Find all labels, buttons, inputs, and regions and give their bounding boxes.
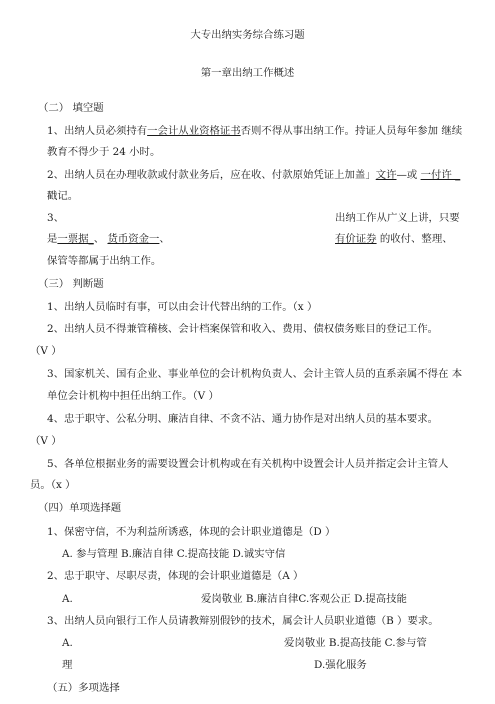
single-question-3-option-a: A.: [62, 637, 73, 649]
section-fill-heading: （二） 填空题: [38, 102, 104, 114]
fill-question-3-right: 出纳工作从广义上讲，只要: [335, 212, 460, 224]
fill-q3-answer-2: 货币资金一: [107, 233, 160, 245]
fill-question-2-cont: 戳记。: [47, 190, 79, 202]
judge-question-4: 4、忠于职守、公私分明、廉洁自律、不贪不沾、通力协作是对出纳人员的基本要求。: [47, 413, 439, 425]
fill-q3-text-b: 、: [93, 233, 105, 245]
judge-question-3-cont: 单位会计机构中担任出纳工作。（V ）: [47, 390, 219, 402]
section-multi-heading: （五）多项选择: [47, 682, 120, 694]
judge-question-5: 5、各单位根据业务的需要设置会计机构或在有关机构中设置会计人员并指定会计主管人: [47, 458, 449, 470]
judge-question-4-answer: （V ）: [30, 435, 62, 447]
judge-question-1: 1、出纳人员临时有事，可以由会计代替出纳的工作。（x ）: [47, 301, 318, 313]
fill-q3-answer-3: 有价证券: [335, 233, 377, 245]
section-judge-heading: （三） 判断题: [38, 278, 104, 290]
single-question-3-options: 爱岗敬业 B.提高技能 C.参与管: [284, 637, 427, 649]
single-question-1-options: A. 参与管理 B.廉洁自律 C.提高技能 D.诚实守信: [62, 548, 286, 560]
fill-q2-answer-2: 一付许 _: [420, 169, 461, 181]
fill-question-3-number: 3、: [47, 212, 65, 224]
single-question-2: 2、忠于职守、尽职尽责，体现的会计职业道德是（A ）: [47, 570, 304, 582]
section-single-heading: （四）单项选择题: [38, 502, 122, 514]
chapter-heading: 第一章出纳工作概述: [200, 67, 295, 79]
document-title: 大专出纳实务综合练习题: [190, 29, 305, 41]
fill-q3-text-a: 是: [47, 233, 58, 245]
single-question-3-option-c-cont: 理: [62, 659, 73, 671]
single-question-3: 3、出纳人员向银行工作人员请教辩别假钞的技术，属会计人员职业道德（B ）要求。: [47, 615, 439, 627]
fill-question-3-line-right: [335, 234, 453, 244]
fill-q3-text-d: 的收付、整理、: [379, 233, 453, 245]
judge-question-5-cont: 员。（x ）: [30, 479, 76, 491]
fill-question-1-cont: 教育不得少于 24 小时。: [47, 146, 161, 158]
fill-q3-text-c: 、: [159, 233, 170, 245]
fill-q2-answer-1: 文许: [375, 169, 397, 181]
single-question-1: 1、保密守信，不为利益所诱惑，体现的会计职业道德是（D ）: [47, 526, 336, 538]
fill-question-3-cont: 保管等都属于出纳工作。: [47, 255, 162, 267]
fill-q1-text-b: 否则不得从事出纳工作。持证人员每年参加 继续: [240, 125, 463, 137]
fill-q1-text-a: 1、出纳人员必须持有: [47, 125, 148, 137]
fill-q1-answer: 一会计从业资格证书: [147, 125, 241, 137]
fill-question-1: [47, 126, 462, 136]
single-question-2-options: 爱岗敬业 B.廉洁自律C.客观公正 D.提高技能: [201, 593, 407, 605]
single-question-3-option-d: D.强化服务: [314, 659, 367, 671]
fill-question-3-line: [47, 234, 170, 244]
fill-q3-answer-1: 一票据_: [57, 233, 94, 245]
fill-q2-text-a: 2、出纳人员在办理收款或付款业务后，应在收、付款原始凭证上加盖」: [47, 169, 376, 181]
judge-question-2: 2、出纳人员不得兼管稽核、会计档案保管和收入、费用、债权债务账目的登记工作。: [47, 323, 439, 335]
fill-question-2: [47, 170, 460, 180]
fill-q2-text-b: —或: [396, 169, 418, 181]
single-question-2-option-a: A.: [62, 593, 73, 605]
judge-question-2-answer: （V ）: [30, 345, 62, 357]
judge-question-3: 3、国家机关、国有企业、事业单位的会计机构负责人、会计主管人员的直系亲属不得在 本: [47, 368, 463, 380]
